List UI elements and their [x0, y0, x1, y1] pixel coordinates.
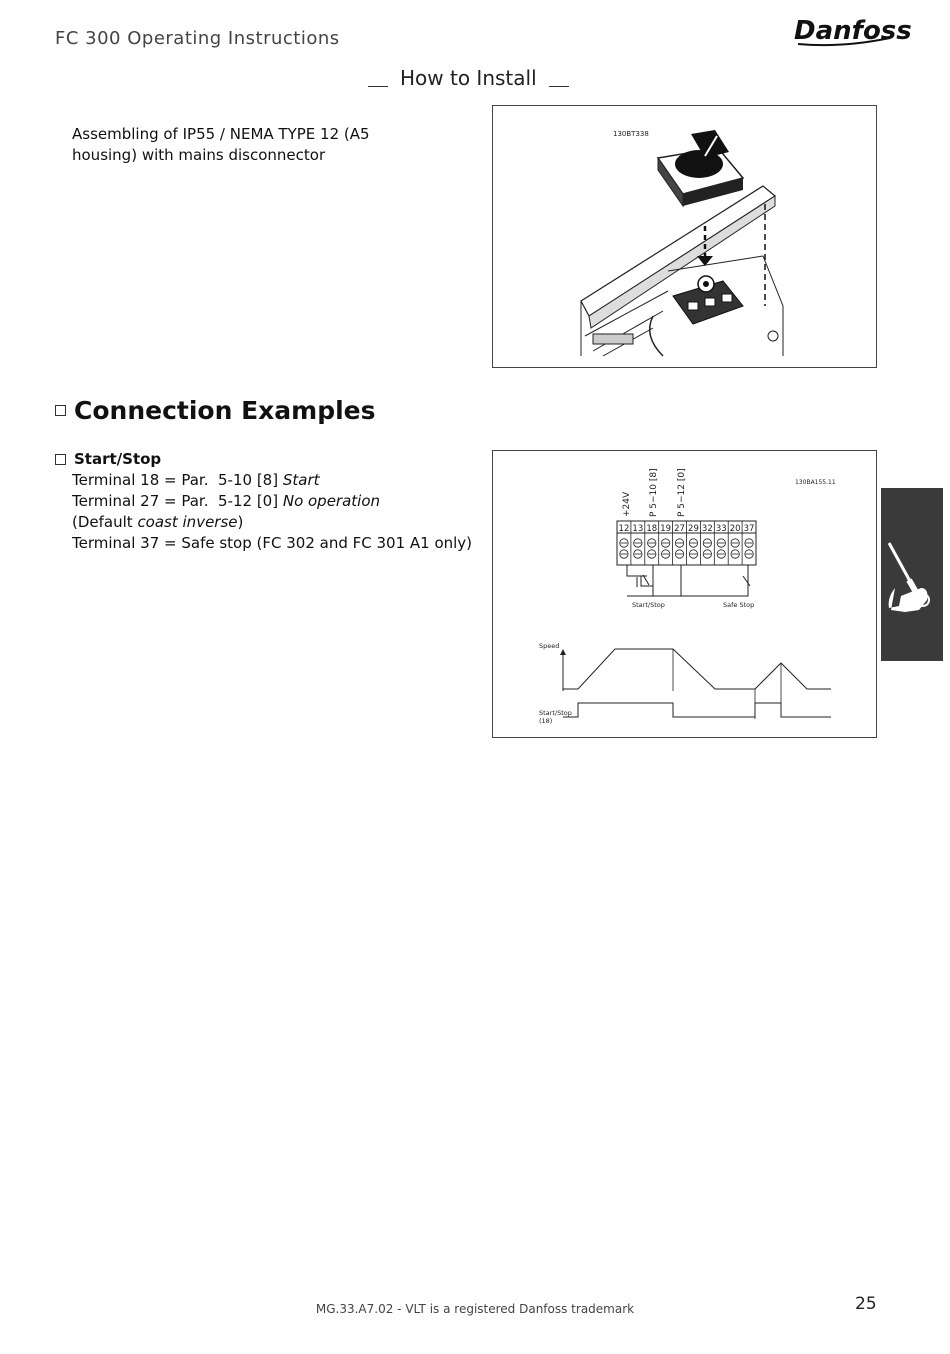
assembly-caption-line1: Assembling of IP55 / NEMA TYPE 12 (A5 [72, 125, 370, 143]
start-stop-subheading-text: Start/Stop [74, 450, 162, 468]
start-stop-description [72, 470, 472, 554]
assembly-caption [72, 124, 370, 166]
assembly-figure [492, 105, 877, 368]
signal-label-18: (18) [539, 717, 553, 725]
label-p5-12: P 5−12 [0] [677, 468, 687, 517]
terminal-label-20: 20 [729, 524, 741, 534]
terminal-18-value: Start [282, 471, 320, 489]
document-title: FC 300 Operating Instructions [55, 28, 340, 49]
danfoss-logo-text: Danfoss [794, 16, 912, 46]
terminal-label-37: 37 [743, 524, 755, 534]
switch-label-start-stop: Start/Stop [632, 601, 665, 609]
label-24v: +24V [622, 491, 632, 517]
page-number: 25 [855, 1294, 877, 1314]
connection-heading [55, 396, 376, 425]
default-suffix: ) [237, 513, 244, 531]
footer-text: MG.33.A7.02 - VLT is a registered Danfoss trademark [315, 1302, 635, 1316]
assembly-caption-line2: housing) with mains disconnector [72, 146, 326, 164]
terminal-label-18: 18 [646, 524, 658, 534]
terminal-27-text: Terminal 27 = Par. 5-12 [0] [72, 492, 283, 510]
terminal-label-12: 12 [618, 524, 630, 534]
assembly-figure-code: 130BT338 [613, 130, 649, 138]
terminal-27-line [72, 491, 472, 512]
terminal-27-value: No operation [282, 492, 381, 510]
header-dash-right [549, 86, 569, 87]
terminal-label-13: 13 [632, 524, 644, 534]
connection-heading-text: Connection Examples [74, 396, 376, 425]
terminal-label-19: 19 [660, 524, 672, 534]
default-text: (Default [72, 513, 138, 531]
terminal-37-line: Terminal 37 = Safe stop (FC 302 and FC 301 A1 only) [72, 534, 473, 552]
header-dash-left [368, 86, 388, 87]
terminal-18-text: Terminal 18 = Par. 5-10 [8] [72, 471, 283, 489]
heading-bullet-box [55, 405, 66, 416]
signal-label-start-stop: Start/Stop [539, 709, 572, 717]
section-title: How to Install [400, 66, 537, 90]
terminal-label-29: 29 [688, 524, 699, 534]
section-header [368, 66, 569, 90]
disconnector-drawing [493, 106, 876, 367]
danfoss-logo [792, 12, 912, 52]
wiring-figure [492, 450, 877, 738]
wiring-diagram [493, 451, 876, 737]
switch-label-safe-stop: Safe Stop [723, 601, 755, 609]
start-stop-subheading [55, 450, 161, 468]
terminal-label-33: 33 [715, 524, 727, 534]
terminal-label-32: 32 [701, 524, 713, 534]
default-value: coast inverse [137, 513, 238, 531]
speed-axis-label: Speed [539, 642, 560, 650]
label-p5-10: P 5−10 [8] [649, 468, 659, 517]
terminal-18-line [72, 470, 472, 491]
install-section-tab [881, 488, 943, 661]
hand-screwdriver-icon [881, 488, 943, 661]
terminal-label-27: 27 [674, 524, 685, 534]
subheading-bullet-box [55, 454, 66, 465]
wiring-figure-code: 130BA155.11 [795, 479, 836, 486]
default-line [72, 512, 472, 533]
